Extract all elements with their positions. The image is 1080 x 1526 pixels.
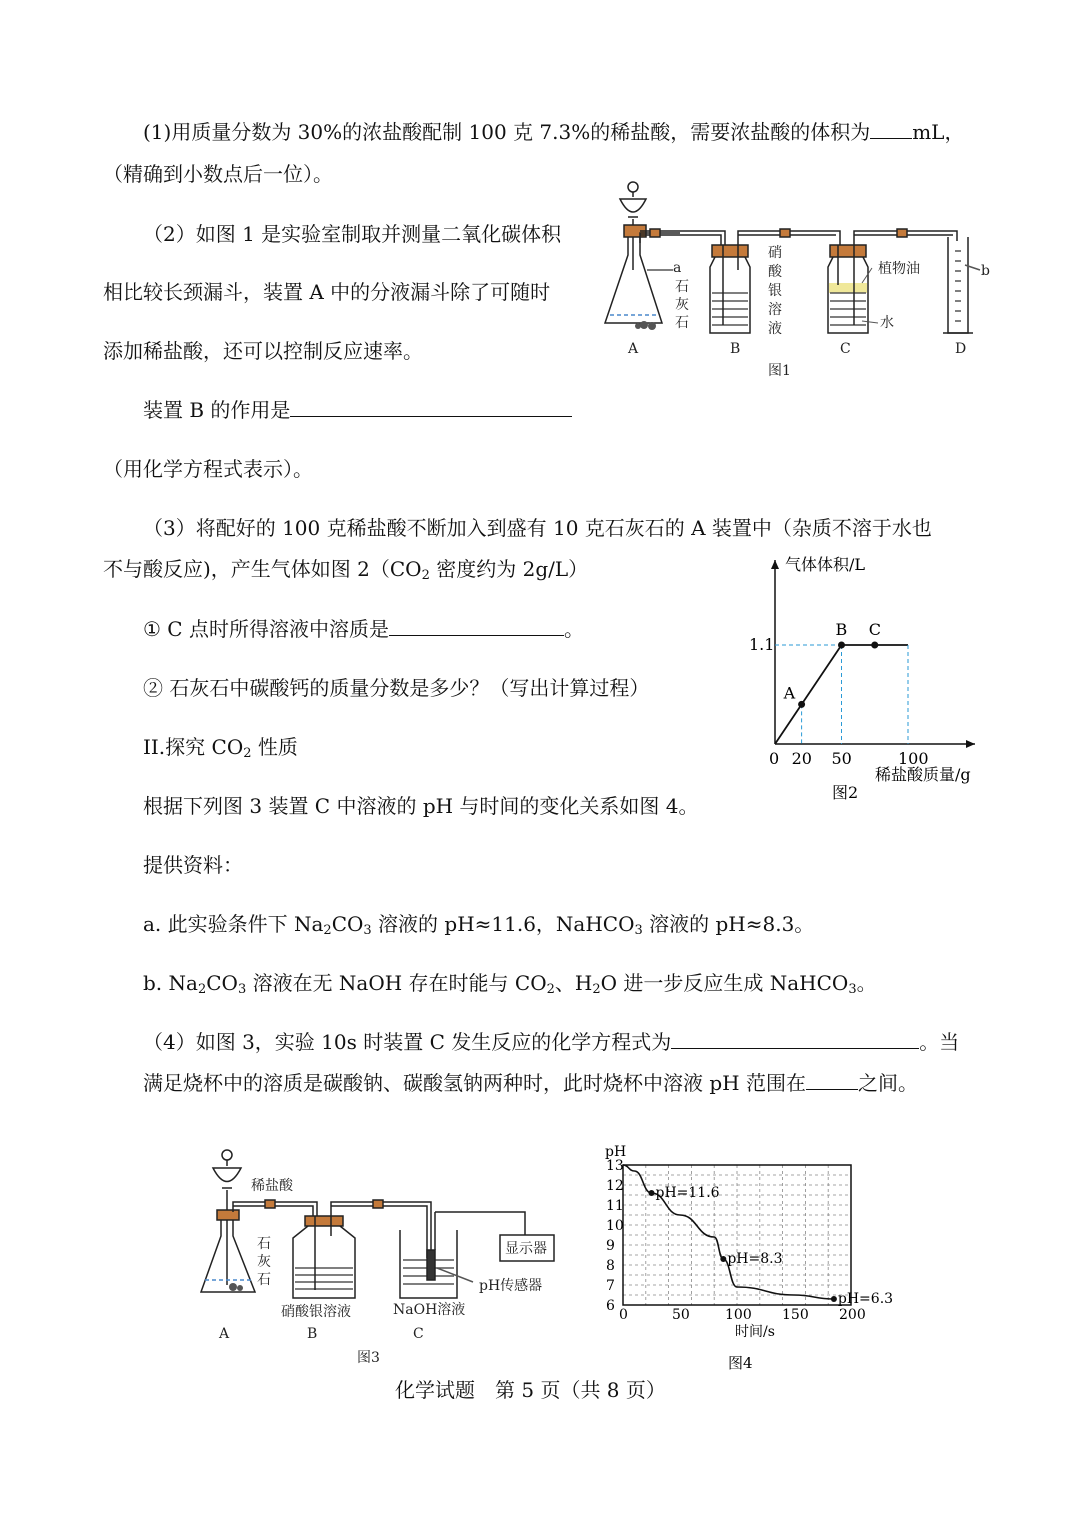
x-axis-label: 稀盐酸质量/g — [875, 765, 971, 784]
figure-3-caption: 图3 — [357, 1350, 380, 1366]
ref-b: b. $Na_2CO_3$ 溶液在无 NaOH 存在时能与 $CO_2$、$H_2O$ 进一步反应生成 NaHCO$_3$。 — [143, 971, 877, 997]
label-3B: B — [307, 1326, 318, 1342]
label-B: B — [730, 341, 741, 357]
label-display: 显示器 — [505, 1241, 547, 1257]
label-limestone3-2: 灰 — [257, 1254, 271, 1270]
label-limestone-2: 灰 — [675, 297, 689, 313]
q1-line: (1)用质量分数为 30%的浓盐酸配制 100 克 7.3%的稀盐酸，需要浓盐酸的体积为 mL， — [143, 120, 965, 144]
data-point — [798, 701, 805, 708]
label-agno3-3: 银 — [768, 283, 782, 299]
label-A: A — [628, 341, 639, 357]
chart-2 — [740, 548, 1000, 808]
y-tick-label: 8 — [606, 1258, 615, 1274]
q3-sub1-blank[interactable] — [389, 615, 564, 636]
label-agno3-4: 溶 — [768, 302, 782, 318]
y-tick-label: 9 — [606, 1238, 615, 1254]
page-footer: 化学试题 第 5 页（共 8 页） — [395, 1378, 666, 1402]
x-axis-label: 时间/s — [735, 1324, 775, 1340]
ph-point-label: pH=6.3 — [837, 1291, 894, 1307]
ph-point — [649, 1190, 655, 1196]
x-tick-label: 200 — [839, 1307, 866, 1323]
label-ph-sensor: pH传感器 — [479, 1278, 543, 1294]
label-hcl: 稀盐酸 — [251, 1178, 293, 1194]
part2-intro: 根据下列图 3 装置 C 中溶液的 pH 与时间的变化关系如图 4。 — [143, 794, 699, 818]
y-axis-arrow — [771, 560, 779, 569]
q4-line2: 满足烧杯中的溶质是碳酸钠、碳酸氢钠两种时，此时烧杯中溶液 pH 范围在 之间。 — [143, 1071, 918, 1095]
label-agno3-2: 酸 — [768, 264, 782, 280]
q2-line5: （用化学方程式表示）。 — [103, 457, 313, 481]
chart-4 — [600, 1140, 894, 1375]
y-tick-label: 12 — [606, 1178, 624, 1194]
figure-1-apparatus — [600, 175, 1000, 385]
label-agno3-1: 硝 — [768, 245, 782, 261]
q4-line1: （4）如图 3，实验 10s 时装置 C 发生反应的化学方程式为 。当 — [143, 1030, 960, 1054]
x-tick-label: 100 — [898, 749, 929, 768]
label-C: C — [840, 341, 851, 357]
label-3A: A — [219, 1326, 230, 1342]
x-tick-label: 50 — [672, 1307, 690, 1323]
label-water: 水 — [880, 315, 894, 331]
x-tick-label: 0 — [769, 749, 780, 768]
ref-a: a. 此实验条件下 $Na_2CO_3$ 溶液的 pH≈11.6，NaHCO$_3$ 溶液的 pH≈8.3。 — [143, 912, 815, 938]
part2-title: II.探究 $CO_2$ 性质 — [143, 735, 298, 761]
part2-ref: 提供资料： — [143, 853, 243, 877]
label-D: D — [955, 341, 967, 357]
label-oil: 植物油 — [878, 261, 920, 277]
x-axis-arrow — [966, 740, 975, 748]
chart-4-title: 图4 — [728, 1354, 753, 1372]
label-agno3-solution: 硝酸银溶液 — [281, 1304, 351, 1320]
q1-answer-blank[interactable] — [870, 118, 912, 139]
figure-1 — [600, 175, 1000, 385]
q2-answer-blank[interactable] — [290, 396, 572, 417]
chart-2-title: 图2 — [832, 783, 859, 802]
q4-equation-blank[interactable] — [671, 1028, 919, 1049]
label-limestone3-1: 石 — [257, 1236, 271, 1252]
data-point — [871, 642, 878, 649]
q2-line2: 相比较长颈漏斗，装置 A 中的分液漏斗除了可随时 — [103, 280, 551, 304]
q3-sub1: ① C 点时所得溶液中溶质是 。 — [143, 617, 584, 641]
q2-line4: 装置 B 的作用是 — [143, 396, 572, 424]
figure-1-caption: 图1 — [768, 363, 791, 379]
ph-point — [720, 1256, 726, 1262]
y-tick-label: 1.1 — [749, 635, 775, 654]
figure-3 — [195, 1140, 565, 1370]
figure-3-apparatus — [195, 1140, 565, 1370]
ph-point-label: pH=8.3 — [727, 1251, 783, 1267]
y-axis-label: pH — [605, 1144, 627, 1160]
q2-line1: （2）如图 1 是实验室制取并测量二氧化碳体积 — [143, 222, 562, 246]
q3-sub2: ② 石灰石中碳酸钙的质量分数是多少？（写出计算过程） — [143, 676, 650, 700]
point-label: B — [835, 620, 848, 639]
figure-2 — [740, 548, 1000, 808]
q3-line1: （3）将配好的 100 克稀盐酸不断加入到盛有 10 克石灰石的 A 装置中（杂质不溶于水也 — [143, 516, 932, 540]
label-b: b — [981, 263, 990, 279]
q4-ph-blank[interactable] — [806, 1069, 858, 1090]
q3-line2: 不与酸反应)，产生气体如图 $2(CO_2$ 密度约为 2g/L） — [103, 557, 589, 583]
point-label: A — [783, 683, 796, 703]
x-tick-label: 150 — [782, 1307, 809, 1323]
y-tick-label: 11 — [606, 1198, 624, 1214]
x-tick-label: 100 — [725, 1307, 752, 1323]
x-tick-label: 20 — [791, 749, 812, 768]
y-tick-label: 6 — [606, 1298, 615, 1314]
x-tick-label: 0 — [619, 1307, 628, 1323]
y-tick-label: 13 — [606, 1158, 624, 1174]
y-axis-label: 气体体积/L — [785, 555, 866, 574]
label-naoh-solution: NaOH溶液 — [393, 1302, 466, 1318]
data-point — [838, 642, 845, 649]
label-a: a — [673, 260, 682, 276]
ph-point — [831, 1296, 837, 1302]
point-label: C — [868, 620, 881, 639]
y-tick-label: 10 — [606, 1218, 624, 1234]
label-agno3-5: 液 — [768, 321, 782, 337]
q2-line3: 添加稀盐酸，还可以控制反应速率。 — [103, 339, 423, 363]
label-limestone-1: 石 — [675, 279, 689, 295]
figure-4 — [600, 1140, 894, 1375]
x-tick-label: 50 — [831, 749, 852, 768]
q1-note: （精确到小数点后一位）。 — [103, 162, 333, 186]
label-3C: C — [413, 1326, 424, 1342]
ph-point-label: pH=11.6 — [655, 1185, 720, 1201]
label-limestone-3: 石 — [675, 315, 689, 331]
y-tick-label: 7 — [606, 1278, 615, 1294]
label-limestone3-3: 石 — [257, 1272, 271, 1288]
